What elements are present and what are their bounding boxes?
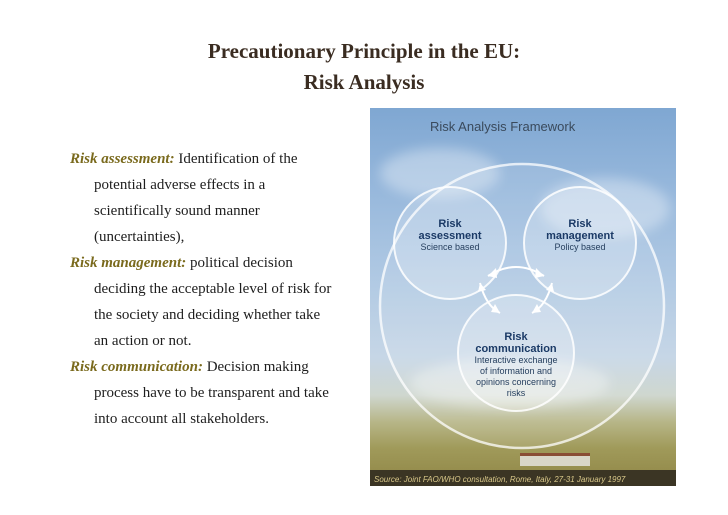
farm-buildings <box>520 453 590 466</box>
bullet-text: political decision <box>190 255 293 271</box>
bullet-text: scientifically sound manner <box>94 203 260 219</box>
communication-label <box>466 331 566 399</box>
bullet-text: into account all stakeholders. <box>94 411 269 427</box>
bullet-text: Decision making <box>206 359 309 375</box>
communication-subtitle-1: Interactive exchange <box>474 355 558 365</box>
management-heading-2: management <box>546 230 614 242</box>
communication-subtitle-4: risks <box>506 388 526 398</box>
management-subtitle: Policy based <box>554 242 606 252</box>
bullet-text: potential adverse effects in a <box>94 177 266 193</box>
bullet-text: deciding the acceptable level of risk for <box>94 281 332 297</box>
bullet-text: process have to be transparent and take <box>94 385 329 401</box>
bullet-risk-management <box>70 250 370 354</box>
bullet-text: an action or not. <box>94 333 192 349</box>
assessment-heading-2: assessment <box>418 230 482 242</box>
bullet-risk-communication <box>70 354 370 432</box>
source-caption-bar <box>370 470 676 486</box>
term-risk-communication: Risk communication: <box>70 359 203 375</box>
bullet-text: Identification of the <box>178 151 298 167</box>
title-line-1: Precautionary Principle in the EU: <box>207 39 521 63</box>
communication-subtitle-3: opinions concerning <box>475 377 557 387</box>
bullet-text: the society and deciding whether take <box>94 307 321 323</box>
assessment-label <box>410 218 490 253</box>
assessment-heading-1: Risk <box>438 218 462 230</box>
title-line-2: Risk Analysis <box>303 70 425 94</box>
communication-subtitle-2: of information and <box>479 366 553 376</box>
management-heading-1: Risk <box>568 218 592 230</box>
risk-analysis-framework-diagram <box>370 108 676 486</box>
term-risk-assessment: Risk assessment: <box>70 151 175 167</box>
management-label <box>535 218 625 253</box>
bullet-risk-assessment <box>70 146 370 250</box>
assessment-subtitle: Science based <box>420 242 480 252</box>
term-risk-management: Risk management: <box>70 255 187 271</box>
framework-title: Risk Analysis Framework <box>430 119 576 134</box>
bullet-text: (uncertainties), <box>94 229 185 245</box>
slide-title <box>0 36 728 98</box>
source-caption: Source: Joint FAO/WHO consultation, Rome, Italy, 27-31 January 1997 <box>374 475 626 484</box>
communication-heading-1: Risk <box>504 331 528 343</box>
communication-heading-2: communication <box>475 343 557 355</box>
framework-circles <box>370 108 676 486</box>
bullet-list <box>70 146 370 432</box>
